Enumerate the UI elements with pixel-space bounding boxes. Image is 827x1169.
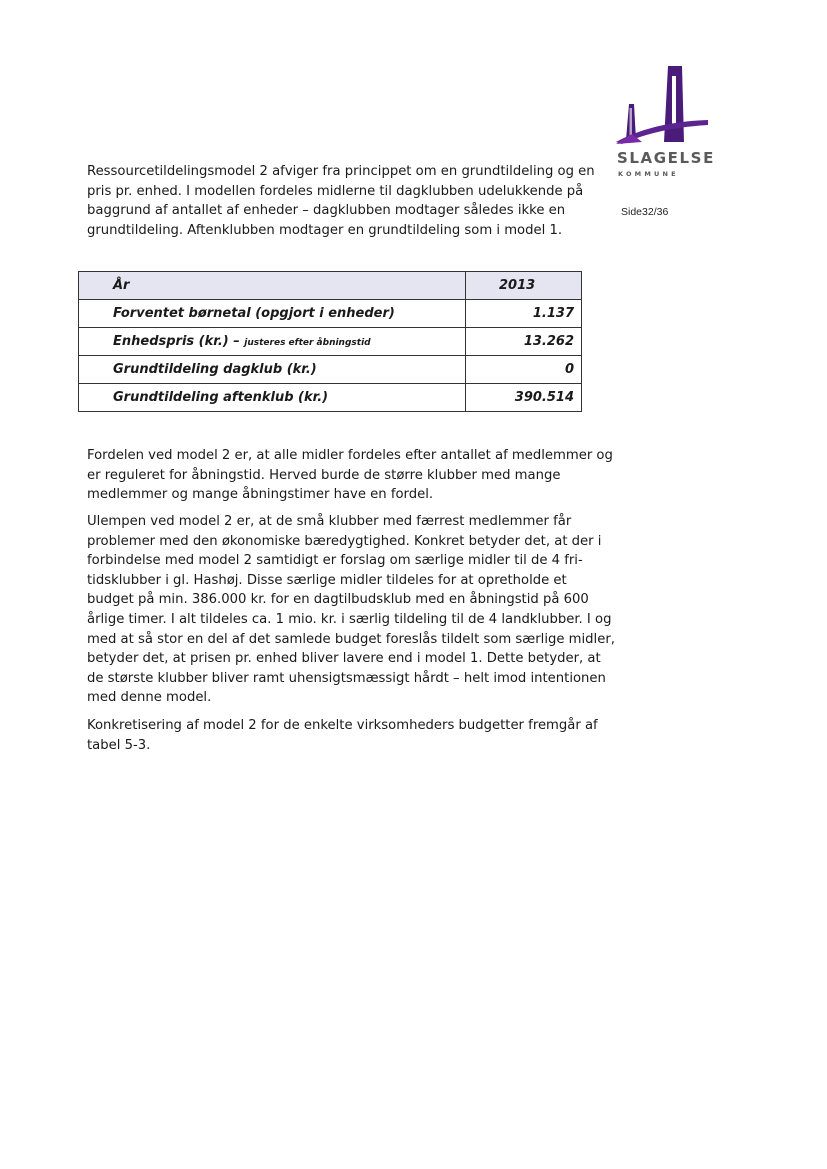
table-row — [79, 356, 582, 384]
closing-paragraph: Konkretisering af model 2 for de enkelte virksomheders budgetter fremgår af tabel 5-3. — [87, 718, 598, 753]
table-header-label: År — [79, 272, 466, 300]
row-label: Forventet børnetal (opgjort i enheder) — [79, 300, 466, 328]
bridge-logo-icon — [612, 62, 712, 147]
resource-table — [78, 271, 582, 412]
table-row — [79, 384, 582, 412]
table-row — [79, 300, 582, 328]
intro-paragraph: Ressourcetildelingsmodel 2 afviger fra princippet om en grundtildeling og en pris pr. enhed. I modellen fordeles midlerne til dagklubben udelukkende på baggrund af antallet af enheder – dagklubben modtager således ikke en grundtildeling. Aftenklubben modtager en grundtildeling som i model 1. — [87, 164, 595, 238]
row-label: Grundtildeling dagklub (kr.) — [79, 356, 466, 384]
row-value: 13.262 — [466, 328, 582, 356]
row-label-cell — [79, 328, 466, 356]
row-value: 1.137 — [466, 300, 582, 328]
page-number: Side32/36 — [621, 206, 669, 218]
table-header-row — [79, 272, 582, 300]
row-label: Grundtildeling aftenklub (kr.) — [79, 384, 466, 412]
disadvantage-paragraph: Ulempen ved model 2 er, at de små klubber med færrest medlemmer får problemer med den økonomiske bæredygtighed. Konkret betyder det, at der i forbindelse med model 2 samtidigt er forslag om særlige midler til de 4 fri-tidsklubber i gl. Hashøj. Disse særlige midler tildeles for at opretholde et budget på min. 386.000 kr. for en dagtilbudsklub med en åbningstid på 600 årlige timer. I alt tildeles ca. 1 mio. kr. i særlig tildeling til de 4 landklubber. I og med at så stor en del af det samlede budget foreslås tildelt som særlige midler, betyder det, at prisen pr. enhed bliver lavere end i model 1. Dette betyder, at de største klubber bliver ramt uhensigtsmæssigt hårdt – helt imod intentionen med denne model. — [87, 514, 615, 706]
table-row — [79, 328, 582, 356]
logo-name: SLAGELSE — [617, 149, 715, 167]
row-note: justeres efter åbningstid — [244, 338, 371, 348]
logo-subtitle: KOMMUNE — [618, 170, 679, 178]
table-header-value: 2013 — [466, 272, 582, 300]
row-value: 390.514 — [466, 384, 582, 412]
slagelse-logo — [612, 62, 712, 147]
row-value: 0 — [466, 356, 582, 384]
row-label: Enhedspris (kr.) – — [113, 334, 245, 349]
advantage-paragraph: Fordelen ved model 2 er, at alle midler fordeles efter antallet af medlemmer og er reguleret for åbningstid. Herved burde de større klubber med mange medlemmer og mange åbningstimer have en fordel. — [87, 448, 613, 503]
